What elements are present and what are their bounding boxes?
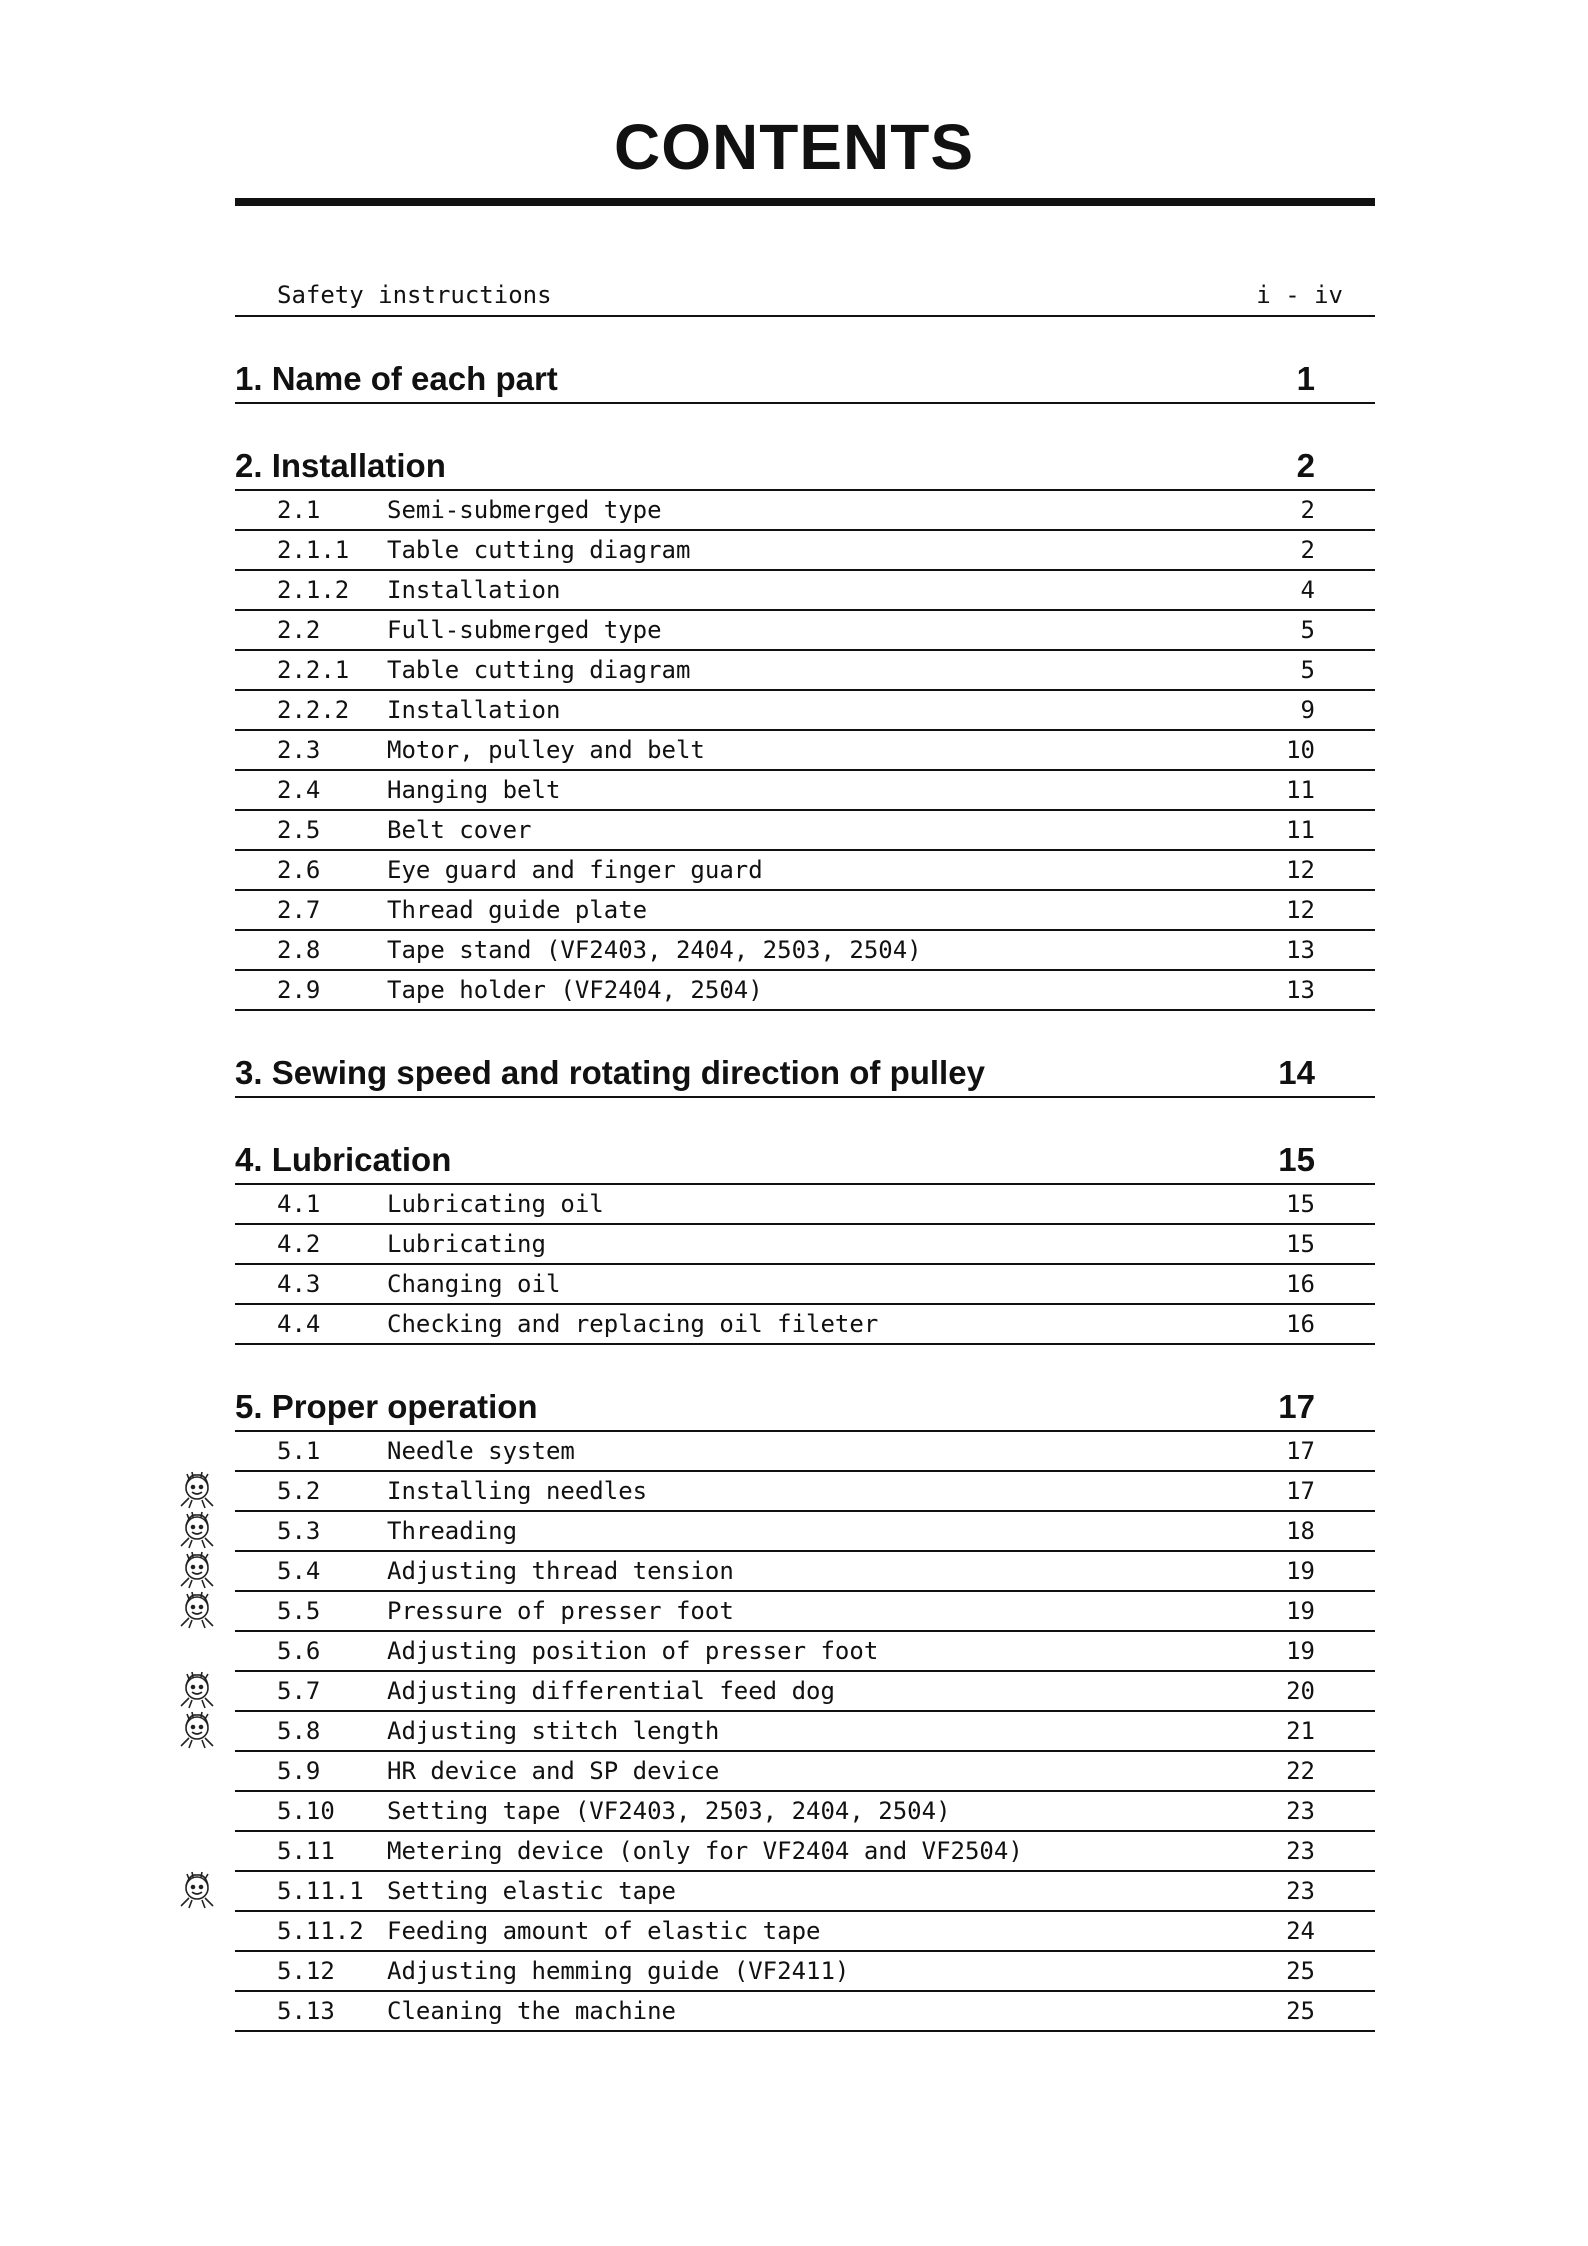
- toc-row[interactable]: [235, 1512, 1375, 1552]
- toc-entry-number: 5.11.2: [277, 1917, 364, 1945]
- toc-row[interactable]: [235, 1592, 1375, 1632]
- toc-entry-page: 2: [1300, 496, 1315, 524]
- toc-entry-label: Feeding amount of elastic tape: [387, 1917, 821, 1945]
- toc-sections: [235, 350, 1375, 2032]
- toc-entry-number: 2.4: [277, 776, 321, 804]
- toc-entry-label: Cleaning the machine: [387, 1997, 676, 2025]
- toc-entry-number: 5.9: [277, 1757, 321, 1785]
- toc-entry-label: Tape stand (VF2403, 2404, 2503, 2504): [387, 936, 922, 964]
- toc-entry-page: 17: [1286, 1477, 1315, 1505]
- toc-row[interactable]: [235, 651, 1375, 691]
- toc: [235, 270, 1375, 2032]
- toc-row[interactable]: [235, 1432, 1375, 1472]
- toc-entry-page: 25: [1286, 1957, 1315, 1985]
- toc-entry-label: Checking and replacing oil fileter: [387, 1310, 879, 1338]
- toc-section-page: 1: [1296, 360, 1315, 397]
- toc-row[interactable]: [235, 731, 1375, 771]
- toc-entry-number: 2.2: [277, 616, 321, 644]
- toc-row-safety[interactable]: [235, 270, 1375, 317]
- toc-entry-page: 16: [1286, 1270, 1315, 1298]
- toc-row[interactable]: [235, 1632, 1375, 1672]
- caution-mascot-icon: [175, 1510, 219, 1550]
- toc-entry-page: 25: [1286, 1997, 1315, 2025]
- toc-section-2[interactable]: [235, 437, 1375, 491]
- toc-entry-label: Adjusting hemming guide (VF2411): [387, 1957, 850, 1985]
- toc-entry-label: Safety instructions: [277, 281, 552, 309]
- toc-entry-number: 2.6: [277, 856, 321, 884]
- toc-entry-label: Installation: [387, 696, 561, 724]
- caution-mascot-icon: [175, 1590, 219, 1630]
- toc-entry-page: 19: [1286, 1597, 1315, 1625]
- toc-row[interactable]: [235, 1872, 1375, 1912]
- toc-entry-label: Needle system: [387, 1437, 575, 1465]
- toc-entry-label: Thread guide plate: [387, 896, 648, 924]
- toc-entry-page: 15: [1286, 1230, 1315, 1258]
- toc-entry-page: 4: [1300, 576, 1315, 604]
- toc-section-5[interactable]: [235, 1378, 1375, 1432]
- toc-section-label: 2. Installation: [235, 447, 446, 484]
- toc-row[interactable]: [235, 1472, 1375, 1512]
- toc-entry-label: Table cutting diagram: [387, 536, 691, 564]
- toc-row[interactable]: [235, 1792, 1375, 1832]
- toc-entry-label: Metering device (only for VF2404 and VF2504): [387, 1837, 1023, 1865]
- toc-entry-page: 5: [1300, 616, 1315, 644]
- toc-entry-number: 5.11: [277, 1837, 335, 1865]
- toc-entry-label: Eye guard and finger guard: [387, 856, 763, 884]
- toc-row[interactable]: [235, 1225, 1375, 1265]
- toc-entry-label: Semi-submerged type: [387, 496, 662, 524]
- toc-entry-number: 5.10: [277, 1797, 335, 1825]
- toc-entry-page: 9: [1300, 696, 1315, 724]
- toc-entry-label: Belt cover: [387, 816, 532, 844]
- toc-entry-label: Lubricating: [387, 1230, 546, 1258]
- caution-mascot-icon: [175, 1470, 219, 1510]
- toc-entry-number: 4.1: [277, 1190, 321, 1218]
- toc-row[interactable]: [235, 1712, 1375, 1752]
- toc-entry-number: 5.13: [277, 1997, 335, 2025]
- toc-entry-number: 5.12: [277, 1957, 335, 1985]
- toc-section-page: 15: [1278, 1141, 1315, 1178]
- toc-entry-number: 2.9: [277, 976, 321, 1004]
- toc-entry-label: Setting tape (VF2403, 2503, 2404, 2504): [387, 1797, 951, 1825]
- toc-entry-number: 2.1: [277, 496, 321, 524]
- toc-entry-label: Full-submerged type: [387, 616, 662, 644]
- toc-section-label: 4. Lubrication: [235, 1141, 452, 1178]
- toc-entry-label: Pressure of presser foot: [387, 1597, 734, 1625]
- toc-entry-label: Lubricating oil: [387, 1190, 604, 1218]
- toc-entry-label: Installation: [387, 576, 561, 604]
- toc-row[interactable]: [235, 1832, 1375, 1872]
- toc-entry-page: 12: [1286, 896, 1315, 924]
- toc-entry-label: Installing needles: [387, 1477, 648, 1505]
- toc-entry-number: 4.4: [277, 1310, 321, 1338]
- caution-mascot-icon: [175, 1710, 219, 1750]
- toc-entry-page: 21: [1286, 1717, 1315, 1745]
- toc-entry-page: 19: [1286, 1637, 1315, 1665]
- title-rule: [235, 198, 1375, 206]
- toc-row[interactable]: [235, 771, 1375, 811]
- toc-row[interactable]: [235, 1185, 1375, 1225]
- toc-entry-label: Tape holder (VF2404, 2504): [387, 976, 763, 1004]
- toc-row[interactable]: [235, 1265, 1375, 1305]
- toc-entry-page: 10: [1286, 736, 1315, 764]
- toc-row[interactable]: [235, 931, 1375, 971]
- toc-entry-page: 20: [1286, 1677, 1315, 1705]
- toc-entry-number: 4.2: [277, 1230, 321, 1258]
- toc-entry-number: 2.3: [277, 736, 321, 764]
- toc-entry-page: 13: [1286, 976, 1315, 1004]
- toc-entry-label: Changing oil: [387, 1270, 561, 1298]
- toc-row[interactable]: [235, 571, 1375, 611]
- toc-entry-number: 4.3: [277, 1270, 321, 1298]
- toc-entry-page: 5: [1300, 656, 1315, 684]
- toc-entry-label: Table cutting diagram: [387, 656, 691, 684]
- toc-entry-page: 22: [1286, 1757, 1315, 1785]
- toc-section-label: 5. Proper operation: [235, 1388, 538, 1425]
- toc-section-4[interactable]: [235, 1131, 1375, 1185]
- toc-section-3[interactable]: [235, 1044, 1375, 1098]
- toc-row[interactable]: [235, 811, 1375, 851]
- toc-entry-page: 17: [1286, 1437, 1315, 1465]
- toc-entry-number: 5.8: [277, 1717, 321, 1745]
- toc-entry-number: 5.2: [277, 1477, 321, 1505]
- toc-entry-page: 18: [1286, 1517, 1315, 1545]
- toc-entry-page: 23: [1286, 1877, 1315, 1905]
- toc-entry-number: 5.4: [277, 1557, 321, 1585]
- toc-entry-page: 11: [1286, 816, 1315, 844]
- toc-section-page: 14: [1278, 1054, 1315, 1091]
- toc-row[interactable]: [235, 851, 1375, 891]
- toc-entry-number: 5.3: [277, 1517, 321, 1545]
- toc-row[interactable]: [235, 1912, 1375, 1952]
- toc-entry-number: 2.7: [277, 896, 321, 924]
- toc-row[interactable]: [235, 531, 1375, 571]
- toc-row[interactable]: [235, 1672, 1375, 1712]
- toc-entry-label: Adjusting position of presser foot: [387, 1637, 879, 1665]
- toc-row[interactable]: [235, 491, 1375, 531]
- toc-row[interactable]: [235, 1992, 1375, 2032]
- toc-entry-label: Threading: [387, 1517, 518, 1545]
- toc-entry-label: Adjusting thread tension: [387, 1557, 734, 1585]
- toc-row[interactable]: [235, 691, 1375, 731]
- toc-section-page: 2: [1296, 447, 1315, 484]
- toc-row[interactable]: [235, 1752, 1375, 1792]
- toc-entry-page: i - iv: [1256, 281, 1343, 309]
- caution-mascot-icon: [175, 1670, 219, 1710]
- toc-entry-label: Hanging belt: [387, 776, 561, 804]
- toc-entry-label: Setting elastic tape: [387, 1877, 676, 1905]
- toc-entry-page: 11: [1286, 776, 1315, 804]
- toc-entry-number: 5.1: [277, 1437, 321, 1465]
- toc-section-1[interactable]: [235, 350, 1375, 404]
- toc-entry-number: 5.5: [277, 1597, 321, 1625]
- toc-entry-number: 5.7: [277, 1677, 321, 1705]
- toc-section-page: 17: [1278, 1388, 1315, 1425]
- toc-entry-number: 2.2.1: [277, 656, 350, 684]
- toc-entry-number: 2.1.1: [277, 536, 350, 564]
- toc-row[interactable]: [235, 1552, 1375, 1592]
- toc-entry-page: 15: [1286, 1190, 1315, 1218]
- toc-row[interactable]: [235, 1952, 1375, 1992]
- toc-entry-number: 5.6: [277, 1637, 321, 1665]
- toc-entry-page: 23: [1286, 1837, 1315, 1865]
- toc-entry-number: 2.2.2: [277, 696, 350, 724]
- toc-entry-number: 2.5: [277, 816, 321, 844]
- toc-entry-page: 24: [1286, 1917, 1315, 1945]
- toc-entry-number: 2.8: [277, 936, 321, 964]
- toc-entry-number: 2.1.2: [277, 576, 350, 604]
- toc-entry-page: 16: [1286, 1310, 1315, 1338]
- toc-entry-label: Motor, pulley and belt: [387, 736, 705, 764]
- toc-row[interactable]: [235, 1305, 1375, 1345]
- toc-entry-number: 5.11.1: [277, 1877, 364, 1905]
- caution-mascot-icon: [175, 1550, 219, 1590]
- toc-entry-label: HR device and SP device: [387, 1757, 720, 1785]
- toc-entry-page: 23: [1286, 1797, 1315, 1825]
- toc-section-label: 3. Sewing speed and rotating direction of pulley: [235, 1054, 985, 1091]
- toc-row[interactable]: [235, 611, 1375, 651]
- toc-entry-page: 13: [1286, 936, 1315, 964]
- page-title: CONTENTS: [614, 111, 974, 183]
- toc-entry-page: 19: [1286, 1557, 1315, 1585]
- toc-entry-label: Adjusting stitch length: [387, 1717, 720, 1745]
- caution-mascot-icon: [175, 1870, 219, 1910]
- toc-row[interactable]: [235, 971, 1375, 1011]
- toc-entry-label: Adjusting differential feed dog: [387, 1677, 835, 1705]
- toc-section-label: 1. Name of each part: [235, 360, 558, 397]
- toc-entry-page: 12: [1286, 856, 1315, 884]
- toc-entry-page: 2: [1300, 536, 1315, 564]
- toc-row[interactable]: [235, 891, 1375, 931]
